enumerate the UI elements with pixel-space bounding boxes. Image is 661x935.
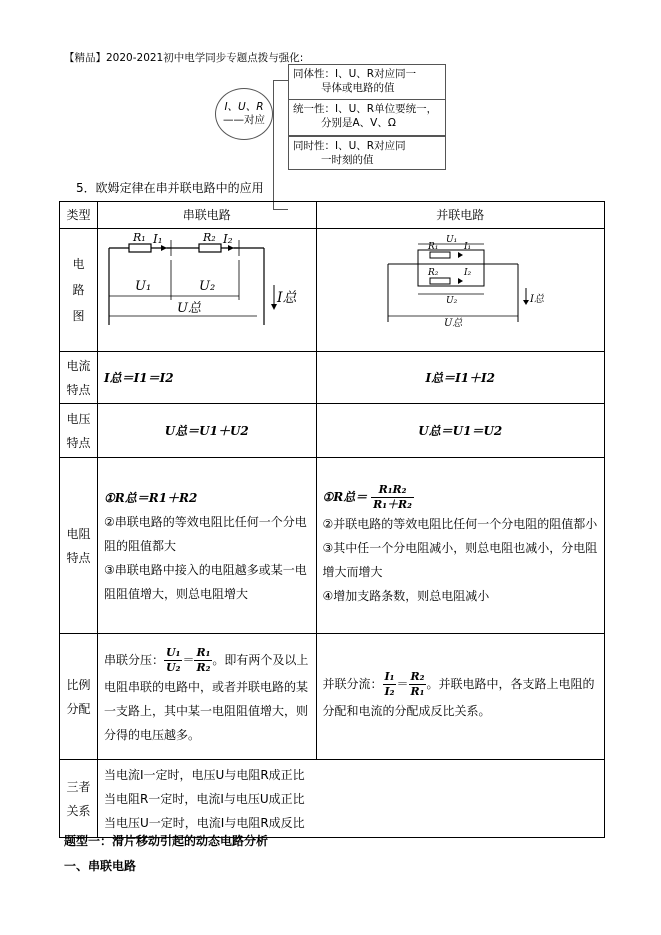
ellipse-line-2: ——对应 (223, 114, 265, 126)
concept-box-line: 一时刻的值 (321, 154, 374, 166)
series-ratio-text: 。即有两个及以上电阻串联的电路中，或者并联电路的某一支路上，其中某一电阻阻值增大，则分得的电压越多。 (104, 653, 309, 742)
svg-text:I总: I总 (529, 294, 544, 305)
relation-2: 当电阻R一定时，电流I与电压U成正比 (104, 791, 305, 806)
series-circuit-diagram (99, 230, 311, 342)
concept-box-unity (288, 99, 446, 136)
header-parallel: 并联电路 (316, 202, 605, 229)
svg-text:I总: I总 (277, 290, 297, 306)
iur-ellipse (215, 88, 273, 140)
page-header: 【精品】2020-2021初中电学同步专题点拨与强化: (64, 52, 304, 64)
row-label-current (60, 352, 98, 404)
parallel-ratio-prefix: 并联分流： (322, 677, 383, 691)
parallel-res-fraction: $\frac{\text{R₁R₂}}{\text{R₁＋R₂}}$ (373, 483, 412, 511)
svg-text:R₂: R₂ (203, 231, 216, 244)
parallel-current (316, 352, 605, 404)
concept-box-line: 同体性：I、U、R对应同一 (293, 68, 417, 80)
series-voltage-formula: U总＝U1＋U2 (164, 423, 249, 438)
svg-text:I₂: I₂ (223, 232, 233, 246)
svg-text:R₁: R₁ (427, 242, 438, 252)
three-label: 三者关系 (66, 779, 91, 818)
parallel-res-point-4: ④增加支路条数，则总电阻减小 (322, 589, 490, 603)
svg-text:R₂: R₂ (427, 268, 438, 278)
parallel-ratio-fraction-i: $\frac{\text{I₁}}{\text{I₂}}$ (384, 670, 395, 698)
svg-text:R₁: R₁ (133, 231, 146, 244)
ohm-law-table (59, 201, 605, 838)
row-label-ratio (60, 634, 98, 760)
ratio-label: 比例分配 (66, 677, 91, 716)
header-series: 串联电路 (98, 202, 317, 229)
parallel-res-formula-line (323, 483, 599, 512)
parallel-voltage-formula: U总＝U1＝U2 (418, 423, 503, 438)
row-label-three (60, 760, 98, 838)
svg-text:U₁: U₁ (135, 279, 152, 294)
svg-text:U总: U总 (177, 301, 201, 316)
voltage-label: 电压特点 (66, 411, 91, 450)
series-ratio-fraction-u: $\frac{\text{U₁}}{\text{U₂}}$ (166, 646, 181, 674)
parallel-res-point-3: ③其中任一个分电阻减小，则总电阻也减小，分电阻增大而增大 (322, 541, 598, 579)
concept-box-line: 同时性：I、U、R对应同 (293, 140, 406, 152)
row-label-resistance (60, 458, 98, 634)
row-label-voltage (60, 404, 98, 458)
series-res-point-3: ③串联电路中接入的电阻越多或某一电阻阻值增大，则总电阻增大 (104, 562, 307, 601)
concept-box-line: 统一性：I、U、R单位要统一， (293, 103, 438, 115)
parallel-voltage (316, 404, 605, 458)
relation-1: 当电流I一定时，电压U与电阻R成正比 (104, 767, 305, 782)
series-res-formula: ①R总＝R1＋R2 (104, 490, 198, 505)
header-type: 类型 (60, 202, 98, 229)
parallel-ratio: 并联分流： $\frac{\text{I₁}}{\text{I₂}}$ ＝ $\frac{\text{R₂}}{\text{R₁}}$ 。并联电路中，各支路上电阻的分配和电流的分配成反比关系。 (316, 634, 605, 760)
question-type-1-title: 题型一：滑片移动引起的动态电路分析 (64, 834, 269, 848)
parallel-ratio-fraction-r: $\frac{\text{R₂}}{\text{R₁}}$ (410, 670, 425, 698)
parallel-ratio-text: 。并联电路中，各支路上电阻的分配和电流的分配成反比关系。 (322, 677, 595, 718)
resistance-label: 电阻特点 (66, 526, 91, 565)
row-label-circuit (60, 229, 98, 352)
series-current-formula: I总＝I1＝I2 (104, 370, 174, 385)
series-resistance (98, 458, 317, 634)
svg-text:U₂: U₂ (445, 296, 457, 306)
section-5-title: 5．欧姆定律在串并联电路中的应用 (76, 181, 264, 195)
concept-bracket (273, 80, 288, 210)
series-voltage (98, 404, 317, 458)
current-label: 电流特点 (66, 358, 91, 397)
concept-box-line: 分别是A、V、Ω (321, 117, 396, 129)
three-relations (98, 760, 605, 838)
concept-box-sameness (288, 64, 446, 100)
circuit-label: 电路图 (72, 257, 85, 323)
series-circuit-subtitle: 一、串联电路 (64, 859, 137, 873)
concept-box-line: 导体或电路的值 (321, 82, 395, 94)
svg-text:I₂: I₂ (463, 268, 471, 278)
ellipse-line-1: I、U、R (224, 101, 264, 113)
svg-text:I₁: I₁ (463, 242, 471, 252)
series-current (98, 352, 317, 404)
parallel-circuit-cell (316, 229, 605, 352)
parallel-resistance (316, 458, 605, 634)
parallel-res-formula-prefix: ①R总＝ (322, 490, 368, 504)
series-res-point-2: ②串联电路的等效电阻比任何一个分电阻的阻值都大 (104, 514, 307, 553)
series-ratio-fraction-r: $\frac{\text{R₁}}{\text{R₂}}$ (196, 646, 211, 674)
svg-text:U₂: U₂ (199, 279, 216, 294)
series-ratio-prefix: 串联分压： (104, 653, 165, 667)
parallel-circuit-diagram (318, 230, 600, 342)
parallel-res-point-2: ②并联电路的等效电阻比任何一个分电阻的阻值都小 (322, 517, 598, 531)
series-ratio: 串联分压： $\frac{\text{U₁}}{\text{U₂}}$ ＝ $\frac{\text{R₁}}{\text{R₂}}$ 。即有两个及以上电阻串联的电路中，或者并联电路的某一支路上，其中某一电阻阻值增大，则分得的电压越多。 (98, 634, 317, 760)
relation-3: 当电压U一定时，电流I与电阻R成反比 (104, 815, 305, 830)
parallel-current-formula: I总＝I1＋I2 (425, 370, 496, 385)
svg-text:I₁: I₁ (153, 232, 163, 246)
svg-text:U₁: U₁ (445, 235, 457, 245)
series-circuit-cell (98, 229, 317, 352)
svg-text:U总: U总 (443, 318, 462, 329)
concept-box-simultaneity (288, 136, 446, 170)
